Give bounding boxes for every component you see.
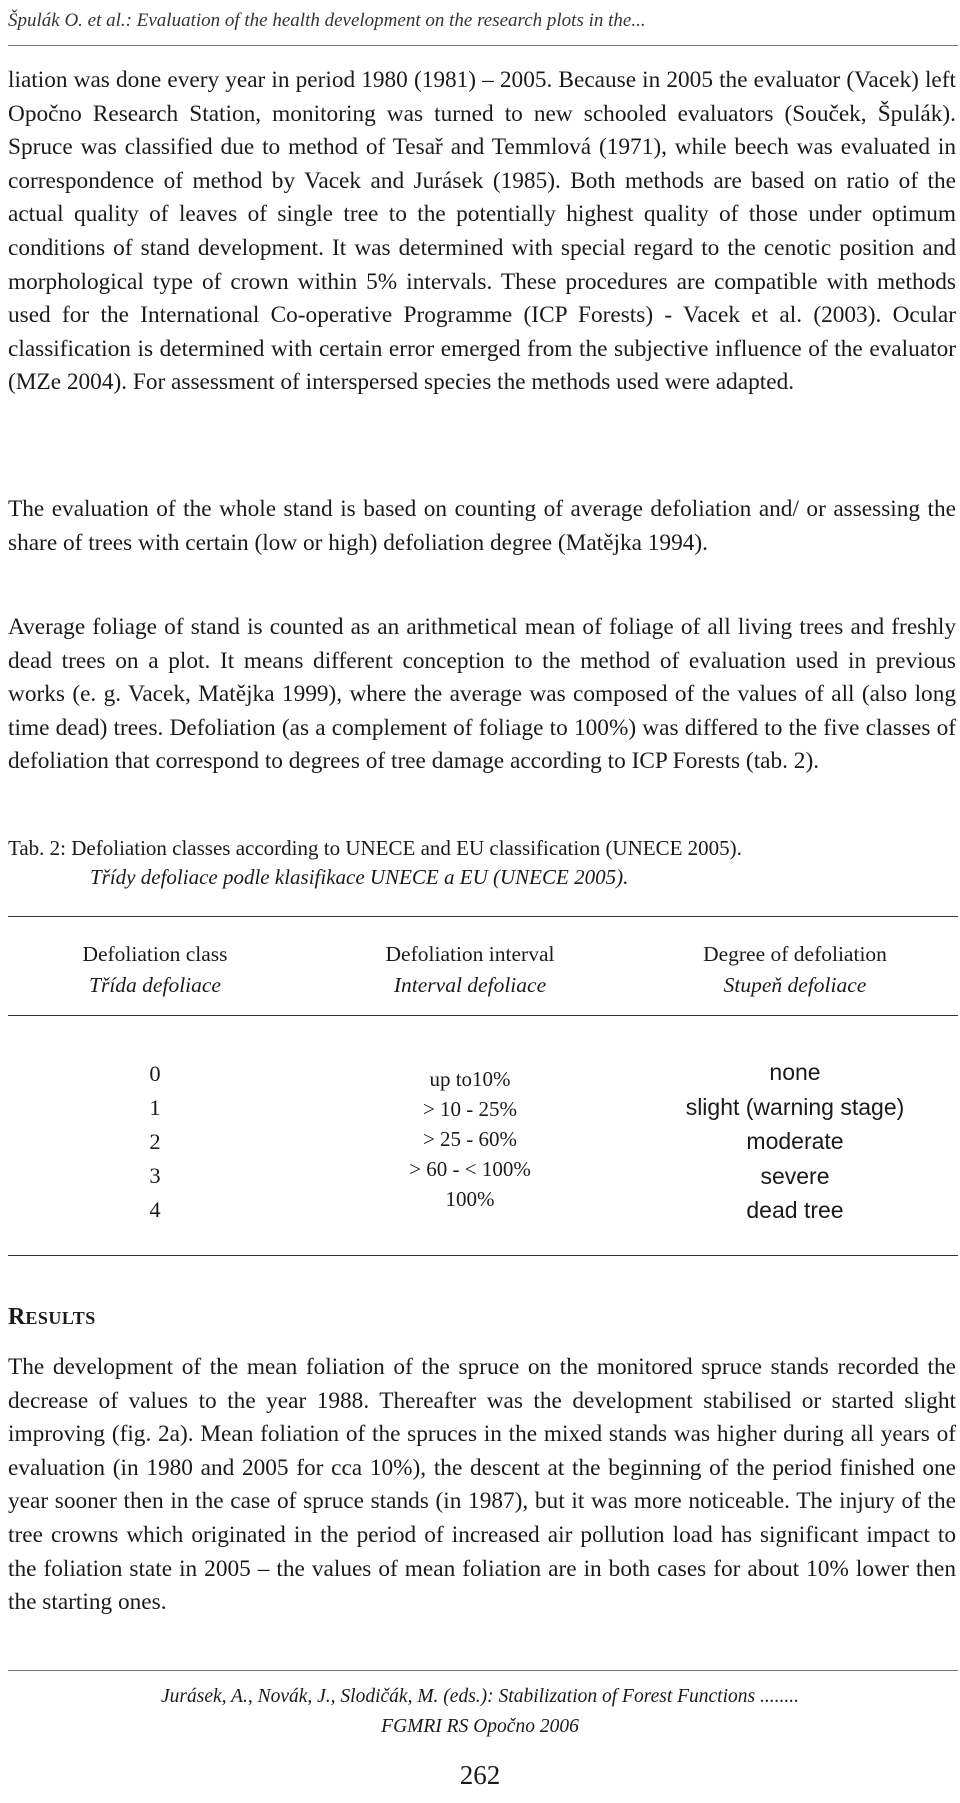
table-cell: 1 (149, 1095, 161, 1120)
footer-citation: Jurásek, A., Novák, J., Slodičák, M. (eds.): Stabilization of Forest Functions ........ (161, 1686, 799, 1707)
table-cell: dead tree (746, 1197, 844, 1223)
body-paragraph: The evaluation of the whole stand is based on counting of average defoliation and/ or assessing the share of trees with certain (low or high) defoliation degree (Matějka 1994). (8, 496, 956, 556)
table-cell: 2 (149, 1129, 161, 1154)
table-bottom-rule (8, 1255, 958, 1256)
table-cell: 0 (149, 1061, 161, 1086)
heading-initial: R (8, 1304, 26, 1330)
table-cell: 100% (445, 1187, 495, 1211)
table-column-interval (345, 1064, 595, 1214)
header-rule (8, 45, 958, 46)
running-head: Špulák O. et al.: Evaluation of the health development on the research plots in the... (8, 10, 646, 31)
table-column-degree (630, 1055, 960, 1228)
table-caption (8, 834, 958, 892)
table-caption-english: Tab. 2: Defoliation classes according to UNECE and EU classification (UNECE 2005). (8, 836, 742, 860)
header-cz: Třída defoliace (89, 973, 221, 997)
table-cell: severe (760, 1162, 830, 1189)
table-cell: > 60 - < 100% (409, 1157, 531, 1181)
body-paragraph: Average foliage of stand is counted as an arithmetical mean of foliage of all living trees and freshly dead trees on a plot. It means different conception to the method of evaluation used in previous works (e. g. Vacek, Matějka 1999), where the average was composed of the values of all (also long time dead) trees. Defoliation (as a complement of foliage to 100%) was differed to the five classes of defoliation that correspond to degrees of tree damage according to ICP Forests (tab. 2). (8, 614, 956, 775)
page-number: 262 (459, 1760, 501, 1790)
header-en: Defoliation class (82, 942, 228, 966)
table-cell: > 10 - 25% (422, 1097, 518, 1121)
header-en: Defoliation interval (385, 942, 555, 966)
section-heading-results (8, 1304, 96, 1331)
body-paragraph: liation was done every year in period 1980 (1981) – 2005. Because in 2005 the evaluator (Vacek) left Opočno Research Station, monitoring was turned to new schooled evaluators (Souček, Špulák). Spruce was classified due to method of Tesař and Temmlová (1971), while beech was evaluated in correspondence of method by Vacek and Jurásek (1985). Both methods are based on ratio of the actual quality of leaves of single tree to the potentially highest quality of those under optimum conditions of stand development. It was determined with special regard to the cenotic position and morphological type of crown within 5% intervals. These procedures are compatible with methods used for the International Co-operative Programme (ICP Forests) - Vacek et al. (2003). Ocular classification is determined with certain error emerged from the subjective influence of the evaluator (MZe 2004). For assessment of interspersed species the methods used were adapted. (8, 67, 956, 396)
table-cell: > 25 - 60% (422, 1127, 518, 1151)
table-header-class (35, 939, 275, 1001)
header-cz: Interval defoliace (393, 973, 547, 997)
table-cell: slight (warning stage) (685, 1093, 905, 1120)
table-cell: up to10% (429, 1067, 511, 1091)
results-paragraph: The development of the mean foliation of the spruce on the monitored spruce stands recorded the decrease of values to the year 1988. Thereafter was the development stabilised or started slight improving (fig. 2a). Mean foliation of the spruces in the mixed stands was higher during all years of evaluation (in 1980 and 2005 for cca 10%), the descent at the beginning of the period finished one year sooner then in the case of spruce stands (in 1987), but it was more noticeable. The injury of the tree crowns which originated in the period of increased air pollution load has significant impact to the foliation state in 2005 – the values of mean foliation are in both cases for about 10% lower then the starting ones. (8, 1354, 956, 1616)
table-cell: 3 (149, 1163, 161, 1188)
table-cell: 4 (149, 1197, 161, 1222)
header-cz: Stupeň defoliace (723, 973, 867, 997)
table-top-rule (8, 916, 958, 917)
table-column-class (95, 1057, 215, 1227)
table-header-degree (640, 939, 950, 1001)
table-header-rule (8, 1015, 958, 1016)
footer-rule (8, 1670, 958, 1671)
footer-publisher: FGMRI RS Opočno 2006 (381, 1716, 579, 1737)
heading-rest: ESULTS (25, 1308, 96, 1328)
table-caption-czech: Třídy defoliace podle klasifikace UNECE a EU (UNECE 2005). (90, 865, 629, 889)
header-en: Degree of defoliation (703, 942, 887, 966)
table-cell: none (769, 1059, 821, 1085)
table-cell: moderate (746, 1128, 844, 1154)
table-header-interval (330, 939, 610, 1001)
